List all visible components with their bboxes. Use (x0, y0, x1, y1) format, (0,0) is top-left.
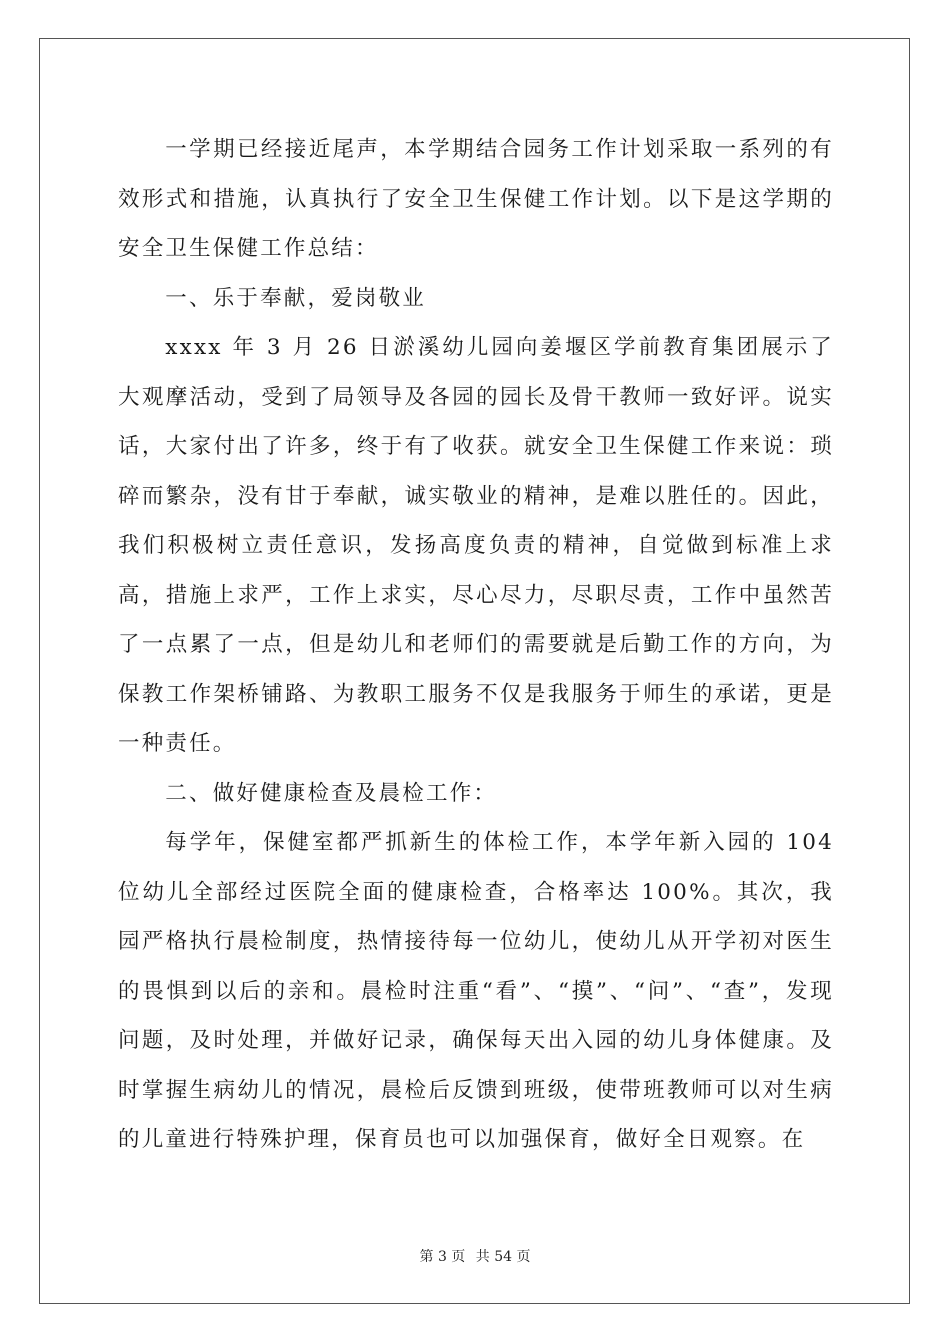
paragraph-section-1: xxxx 年 3 月 26 日淤溪幼儿园向姜堰区学前教育集团展示了大观摩活动，受到了局领导及各园的园长及骨干教师一致好评。说实话，大家付出了许多，终于有了收获。就安全卫生保健工作来说：琐碎而繁杂，没有甘于奉献，诚实敬业的精神，是难以胜任的。因此，我们积极树立责任意识，发扬高度负责的精神，自觉做到标准上求高，措施上求严，工作上求实，尽心尽力，尽职尽责，工作中虽然苦了一点累了一点，但是幼儿和老师们的需要就是后勤工作的方向，为保教工作架桥铺路、为教职工服务不仅是我服务于师生的承诺，更是一种责任。 (118, 335, 834, 756)
section-heading-1: 一、乐于奉献，爱岗敬业 (165, 285, 426, 311)
paragraph-intro: 一学期已经接近尾声，本学期结合园务工作计划采取一系列的有效形式和措施，认真执行了安全卫生保健工作计划。以下是这学期的安全卫生保健工作总结： (118, 137, 834, 261)
page-number: 第 3 页 (419, 1249, 466, 1265)
page-footer (0, 1246, 950, 1266)
document-body (118, 125, 834, 1165)
section-heading-2: 二、做好健康检查及晨检工作： (165, 780, 498, 806)
total-pages: 共 54 页 (475, 1249, 531, 1265)
paragraph-section-2: 每学年，保健室都严抓新生的体检工作，本学年新入园的 104 位幼儿全部经过医院全面的健康检查，合格率达 100%。其次，我园严格执行晨检制度，热情接待每一位幼儿，使幼儿从开学初对医生的畏惧到以后的亲和。晨检时注重“看”、“摸”、“问”、“查”，发现问题，及时处理，并做好记录，确保每天出入园的幼儿身体健康。及时掌握生病幼儿的情况，晨检后反馈到班级，使带班教师可以对生病的儿童进行特殊护理，保育员也可以加强保育，做好全日观察。在 (118, 830, 834, 1152)
